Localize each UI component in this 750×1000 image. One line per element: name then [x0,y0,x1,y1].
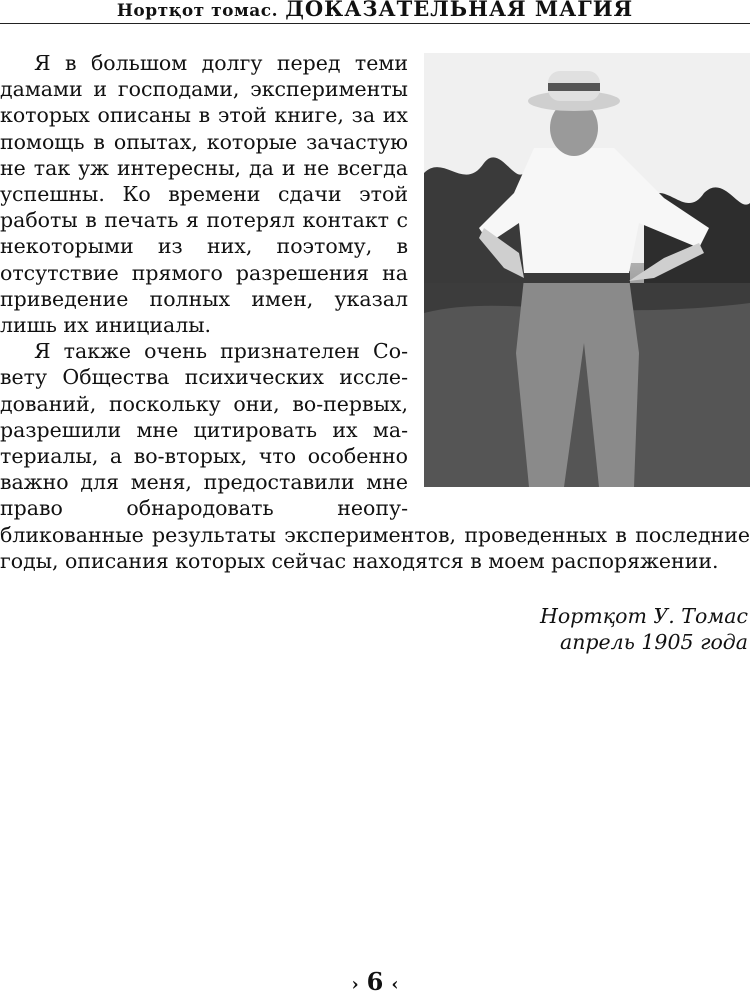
signature-block [540,603,748,655]
paragraph-1: Я в большом долгу перед теми дамами и господами, эксперименты которых описаны в этой книге, за их помощь в опытах, которые зачастую не так уж интересны, да и не всегда успешны. Ко времени сдачи этой работы в печать я потерял контакт с некоторыми из них, поэтому, в отсутствие прямого разрешения на приведение полных имен, указал лишь их инициалы. [0,51,408,338]
body-text [0,50,750,574]
page-mark-left: › [351,974,359,995]
header-rule [0,23,750,24]
photo-hat-band [548,83,600,91]
page-footer [0,967,750,996]
header-author: Нортқот томас. [116,1,279,21]
paragraph-2: Я также очень признателен Совету Общества психических исследований, поскольку они, во-первых, разрешили мне цитировать их материалы, а во-вторых, что особенно важно для меня, предоставили мне право обнародовать неопубликованные результаты экспериментов, проведенных в последние годы, описания которых сейчас находятся в моем распоряжении. [0,339,750,573]
header-title: ДОКАЗАТЕЛЬНАЯ МАГИЯ [285,0,634,21]
portrait-illustration [424,53,750,487]
portrait-photo [424,53,750,487]
page-number: 6 [366,967,384,996]
signature-name: Нортқот У. Томас [539,604,748,628]
page-mark-right: ‹ [391,974,399,995]
signature-date: апрель 1905 года [559,630,748,654]
running-header [0,0,750,22]
